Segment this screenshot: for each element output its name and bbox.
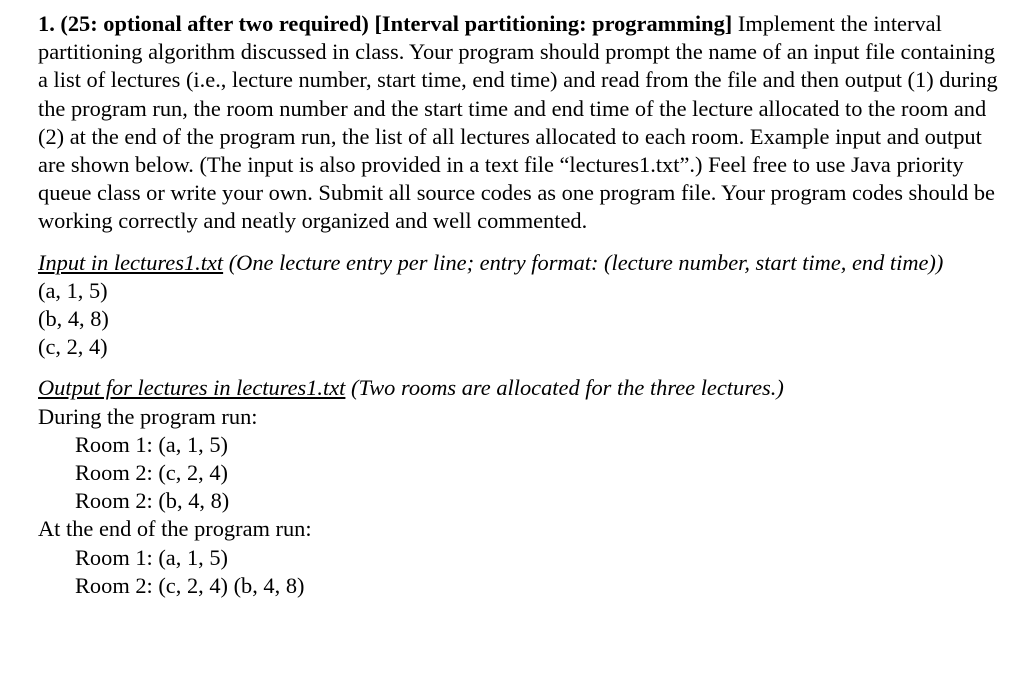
problem-statement [38, 10, 1010, 236]
output-section-title: Output for lectures in lectures1.txt [38, 375, 346, 401]
problem-heading: 1. (25: optional after two required) [Interval partitioning: programming] [38, 11, 733, 36]
end-of-run-line: Room 1: (a, 1, 5) [75, 544, 228, 570]
output-section-note: (Two rooms are allocated for the three lectures.) [345, 375, 784, 401]
output-section [38, 374, 1010, 600]
during-run-line: Room 2: (c, 2, 4) [75, 460, 228, 486]
problem-body: Implement the interval partitioning algorithm discussed in class. Your program should prompt the name of an input file containing a list of lectures (i.e., lecture number, start time, end time) and read from the file and then output (1) during the program run, the room number and the start time and end time of the lecture allocated to the room and (2) at the end of the program run, the list of all lectures allocated to each room. Example input and output are shown below. (The input is also provided in a text file “lectures1.txt”.) Feel free to use Java priority queue class or write your own. Submit all source codes as one program file. Your program codes should be working correctly and neatly organized and well commented. [38, 11, 998, 234]
input-line: (a, 1, 5) [38, 277, 108, 303]
input-line: (c, 2, 4) [38, 334, 108, 360]
input-section-title: Input in lectures1.txt [38, 249, 224, 275]
during-run-line: Room 1: (a, 1, 5) [75, 431, 228, 457]
during-run-line: Room 2: (b, 4, 8) [75, 488, 230, 514]
input-section-note: (One lecture entry per line; entry format: (lecture number, start time, end time)) [223, 249, 944, 275]
end-of-run-line: Room 2: (c, 2, 4) (b, 4, 8) [75, 572, 305, 598]
during-run-label: During the program run: [38, 403, 258, 429]
end-of-run-label: At the end of the program run: [38, 516, 312, 542]
input-line: (b, 4, 8) [38, 306, 109, 332]
document-page [38, 10, 1010, 600]
input-section-heading [38, 249, 1010, 277]
output-section-heading [38, 374, 1010, 402]
input-section [38, 249, 1010, 362]
